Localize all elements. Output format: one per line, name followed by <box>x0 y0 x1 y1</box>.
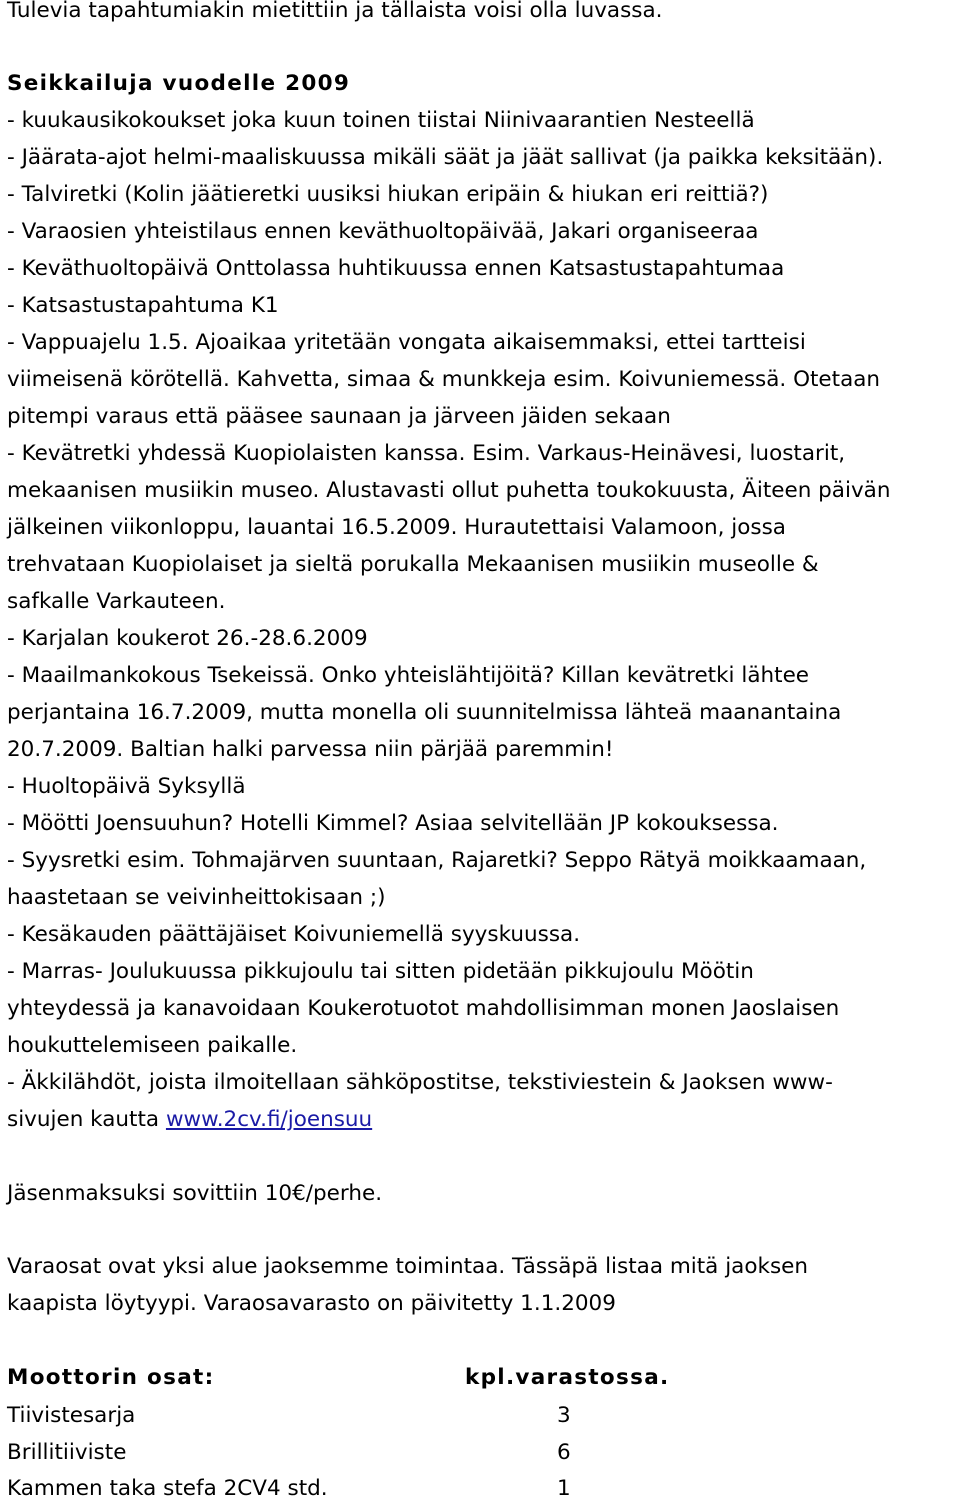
part-quantity: 6 <box>557 1440 571 1465</box>
list-line: - Katsastustapahtuma K1 <box>7 293 279 318</box>
section-title: Seikkailuja vuodelle 2009 <box>7 71 351 96</box>
list-line: perjantaina 16.7.2009, mutta monella oli suunnitelmissa lähteä maanantaina <box>7 700 842 725</box>
list-line: - Huoltopäivä Syksyllä <box>7 774 246 799</box>
membership-fee-text: Jäsenmaksuksi sovittiin 10€/perhe. <box>7 1181 383 1206</box>
list-line: - Möötti Joensuuhun? Hotelli Kimmel? Asiaa selvitellään JP kokouksessa. <box>7 811 779 836</box>
list-line: - Syysretki esim. Tohmajärven suuntaan, Rajaretki? Seppo Rätyä moikkaamaan, <box>7 848 867 873</box>
list-line: - Kevätretki yhdessä Kuopiolaisten kanssa. Esim. Varkaus-Heinävesi, luostarit, <box>7 441 846 466</box>
table-row <box>7 1440 907 1466</box>
intro-text: Tulevia tapahtumiakin mietittiin ja tällaista voisi olla luvassa. <box>7 0 663 23</box>
list-line: - kuukausikokoukset joka kuun toinen tiistai Niinivaarantien Nesteellä <box>7 108 755 133</box>
table-row <box>7 1403 907 1429</box>
list-line: - Varaosien yhteistilaus ennen keväthuoltopäivää, Jakari organiseeraa <box>7 219 759 244</box>
list-line: - Kesäkauden päättäjäiset Koivuniemellä syyskuussa. <box>7 922 581 947</box>
list-line: - Vappuajelu 1.5. Ajoaikaa yritetään vongata aikaisemmaksi, ettei tartteisi <box>7 330 806 355</box>
part-quantity: 3 <box>557 1403 571 1428</box>
table-header-parts: Moottorin osat: <box>7 1365 215 1390</box>
list-line: - Maailmankokous Tsekeissä. Onko yhteislähtijöitä? Killan kevätretki lähtee <box>7 663 810 688</box>
list-line: trehvataan Kuopiolaiset ja sieltä porukalla Mekaanisen musiikin museolle & <box>7 552 819 577</box>
list-line: - Äkkilähdöt, joista ilmoitellaan sähköpostitse, tekstiviestein & Jaoksen www- <box>7 1070 833 1095</box>
table-header <box>7 1365 907 1391</box>
list-line: - Marras- Joulukuussa pikkujoulu tai sitten pidetään pikkujoulu Möötin <box>7 959 754 984</box>
part-quantity: 1 <box>557 1476 571 1501</box>
link-prefix: sivujen kautta <box>7 1107 166 1132</box>
list-line: - Jäärata-ajot helmi-maaliskuussa mikäli säät ja jäät sallivat (ja paikka keksitään). <box>7 145 884 170</box>
part-name: Tiivistesarja <box>7 1403 136 1428</box>
list-line: - Talviretki (Kolin jäätieretki uusiksi hiukan eripäin & hiukan eri reittiä?) <box>7 182 769 207</box>
list-line: mekaanisen musiikin museo. Alustavasti ollut puhetta toukokuusta, Äiteen päivän <box>7 478 891 503</box>
list-line: haastetaan se veivinheittokisaan ;) <box>7 885 386 910</box>
part-name: Brillitiiviste <box>7 1440 127 1465</box>
list-line: - Karjalan koukerot 26.-28.6.2009 <box>7 626 368 651</box>
parts-paragraph-line: kaapista löytyypi. Varaosavarasto on päivitetty 1.1.2009 <box>7 1291 616 1316</box>
website-link[interactable]: www.2cv.fi/joensuu <box>165 1107 373 1132</box>
link-line <box>7 1107 372 1133</box>
parts-paragraph-line: Varaosat ovat yksi alue jaoksemme toimintaa. Tässäpä listaa mitä jaoksen <box>7 1254 809 1279</box>
list-line: yhteydessä ja kanavoidaan Koukerotuotot mahdollisimman monen Jaoslaisen <box>7 996 840 1021</box>
table-header-quantity: kpl.varastossa. <box>465 1365 670 1390</box>
list-line: safkalle Varkauteen. <box>7 589 226 614</box>
list-line: pitempi varaus että pääsee saunaan ja järveen jäiden sekaan <box>7 404 671 429</box>
list-line: 20.7.2009. Baltian halki parvessa niin pärjää paremmin! <box>7 737 614 762</box>
list-line: jälkeinen viikonloppu, lauantai 16.5.2009. Hurautettaisi Valamoon, jossa <box>7 515 786 540</box>
list-line: viimeisenä körötellä. Kahvetta, simaa & munkkeja esim. Koivuniemessä. Otetaan <box>7 367 881 392</box>
table-row <box>7 1476 907 1502</box>
list-line: - Keväthuoltopäivä Onttolassa huhtikuussa ennen Katsastustapahtumaa <box>7 256 785 281</box>
list-line: houkuttelemiseen paikalle. <box>7 1033 298 1058</box>
part-name: Kammen taka stefa 2CV4 std. <box>7 1476 328 1501</box>
